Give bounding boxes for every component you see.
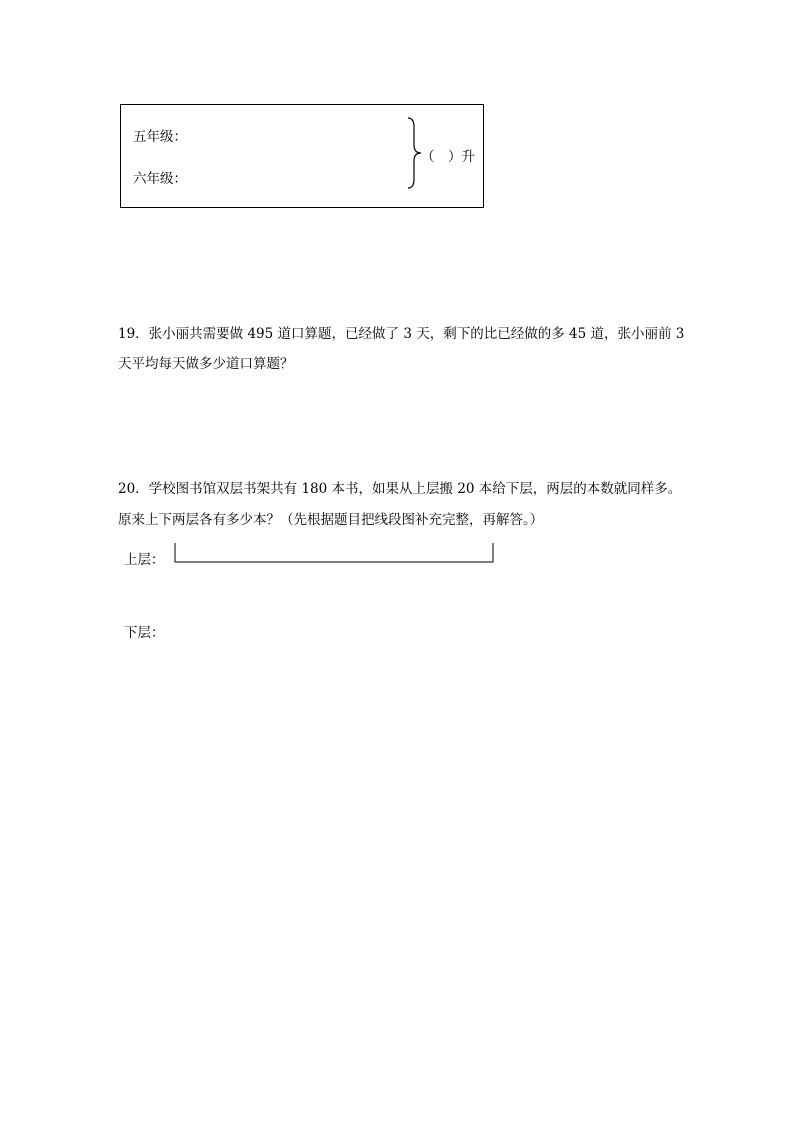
grade6-label: 六年级： (133, 171, 187, 187)
grade-diagram-box (120, 104, 484, 208)
answer-blank: （ ）升 (421, 149, 475, 165)
question-19-line1: 19．张小丽共需要做 495 道口算题，已经做了 3 天，剩下的比已经做的多 45 道，张小丽前 3 (118, 326, 685, 342)
question-20-line2: 原来上下两层各有多少本？（先根据题目把线段图补充完整，再解答。） (118, 512, 544, 528)
upper-shelf-segment (174, 543, 494, 563)
question-19-line2: 天平均每天做多少道口算题？ (118, 356, 294, 372)
lower-shelf-label: 下层： (124, 625, 165, 641)
upper-shelf-label: 上层： (124, 552, 165, 568)
grade5-label: 五年级： (133, 129, 187, 145)
question-20-line1: 20．学校图书馆双层书架共有 180 本书，如果从上层搬 20 本给下层，两层的本数就同样多。 (118, 481, 682, 497)
